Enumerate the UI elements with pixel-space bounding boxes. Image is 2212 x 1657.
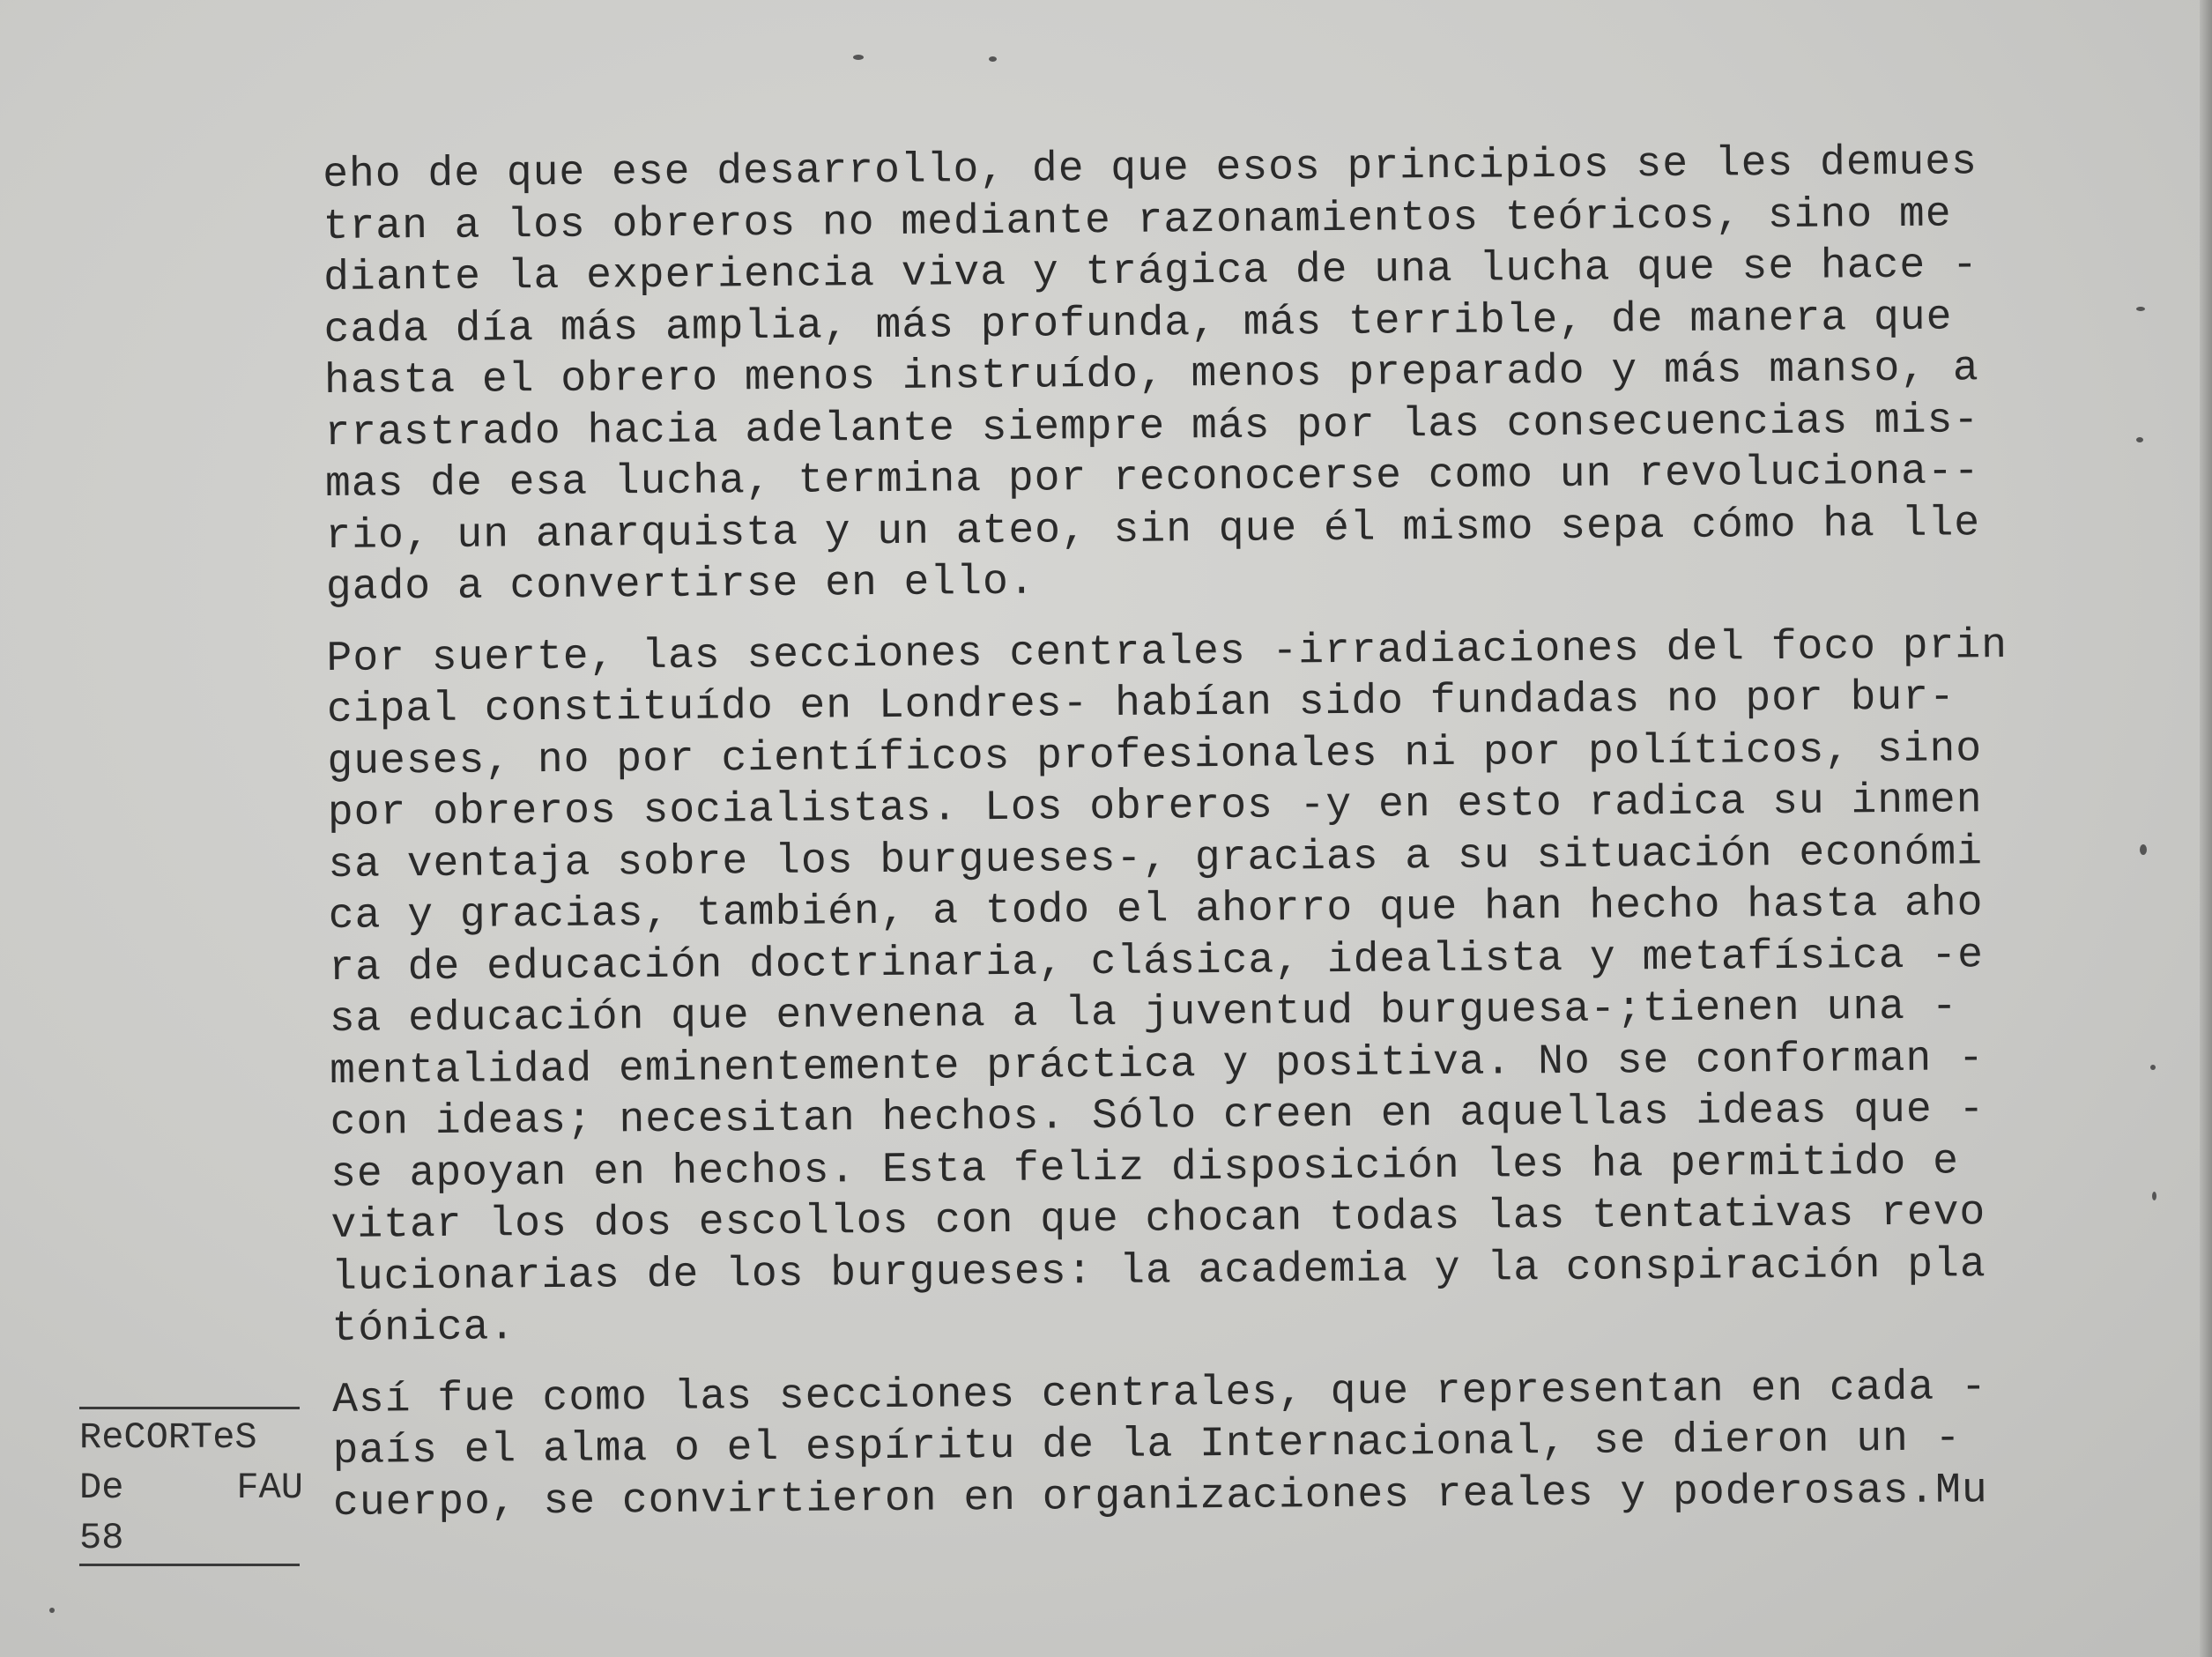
- text-line: tran a los obreros no mediante razonamientos teóricos, sino me: [323, 189, 1952, 251]
- text-line: cipal constituído en Londres- habían sido fundadas no por bur-: [326, 673, 1956, 734]
- speck: [2150, 1065, 2156, 1070]
- stamp-number-row: [79, 1513, 300, 1566]
- text-line: cada día más amplia, más profunda, más terrible, de manera que: [323, 293, 1953, 354]
- text-line: gado a convertirse en ello.: [325, 558, 1035, 612]
- stamp-title: ReCORTeS: [79, 1416, 257, 1459]
- text-line: vitar los dos escollos con que chocan todas las tentativas revo: [330, 1189, 1986, 1250]
- speck: [49, 1608, 55, 1613]
- stamp-fau: FAU: [236, 1467, 303, 1509]
- speck: [2140, 844, 2147, 855]
- speck: [853, 55, 864, 60]
- stamp-title-row: [79, 1413, 303, 1463]
- text-line: ca y gracias, también, a todo el ahorro que han hecho hasta aho: [328, 880, 1984, 940]
- text-line: Por suerte, las secciones centrales -irradiaciones del foco prin: [326, 621, 2008, 683]
- paragraph: [323, 136, 2071, 613]
- text-line: Así fue como las secciones centrales, que representan en cada -: [331, 1363, 1987, 1424]
- stamp-de: De: [79, 1467, 124, 1509]
- text-line: por obreros socialistas. Los obreros -y en esto radica su inmen: [327, 776, 1983, 837]
- stamp-top-rule: [79, 1407, 300, 1409]
- speck: [2136, 307, 2145, 311]
- text-line: sa educación que envenena a la juventud burguesa-;tienen una -: [329, 983, 1958, 1044]
- text-line: hasta el obrero menos instruído, menos preparado y más manso, a: [323, 345, 1979, 405]
- text-line: sa ventaja sobre los burgueses-, gracias a su situación económi: [328, 828, 1984, 889]
- speck: [2152, 1192, 2156, 1200]
- text-line: ra de educación doctrinaria, clásica, idealista y metafísica -e: [329, 931, 1985, 992]
- text-line: rio, un anarquista y un ateo, sin que él mismo sepa cómo ha lle: [325, 499, 1981, 561]
- text-line: gueses, no por científicos profesionales ni por políticos, sino: [327, 724, 1983, 786]
- speck: [2136, 437, 2143, 442]
- document-body: [323, 136, 2078, 1549]
- paragraph: [326, 620, 2076, 1356]
- paragraph: [332, 1361, 2078, 1529]
- text-line: cuerpo, se convirtieron en organizaciones reales y poderosas.Mu: [332, 1466, 1988, 1527]
- text-line: mentalidad eminentemente práctica y positiva. No se conforman -: [329, 1034, 1986, 1096]
- text-line: con ideas; necesitan hechos. Sólo creen en aquellas ideas que -: [330, 1086, 1986, 1147]
- text-line: se apoyan en hechos. Esta feliz disposición les ha permitido e: [330, 1137, 1960, 1199]
- stamp-number: 58: [79, 1517, 124, 1559]
- text-line: tónica.: [331, 1304, 516, 1353]
- speck: [989, 56, 997, 62]
- text-line: rrastrado hacia adelante siempre más por las consecuencias mis-: [324, 396, 1980, 457]
- stamp-source-row: [79, 1463, 303, 1513]
- archive-stamp: [79, 1407, 303, 1566]
- text-line: mas de esa lucha, termina por reconocerse como un revoluciona--: [324, 448, 1980, 509]
- text-line: diante la experiencia viva y trágica de una lucha que se hace -: [323, 241, 1979, 302]
- text-line: lucionarias de los burgueses: la academia y la conspiración pla: [330, 1240, 1986, 1302]
- page-edge-shadow: [2200, 0, 2212, 1657]
- text-line: eho de que ese desarrollo, de que esos principios se les demues: [323, 138, 1978, 199]
- text-line: país el alma o el espíritu de la Internacional, se dieron un -: [332, 1415, 1962, 1475]
